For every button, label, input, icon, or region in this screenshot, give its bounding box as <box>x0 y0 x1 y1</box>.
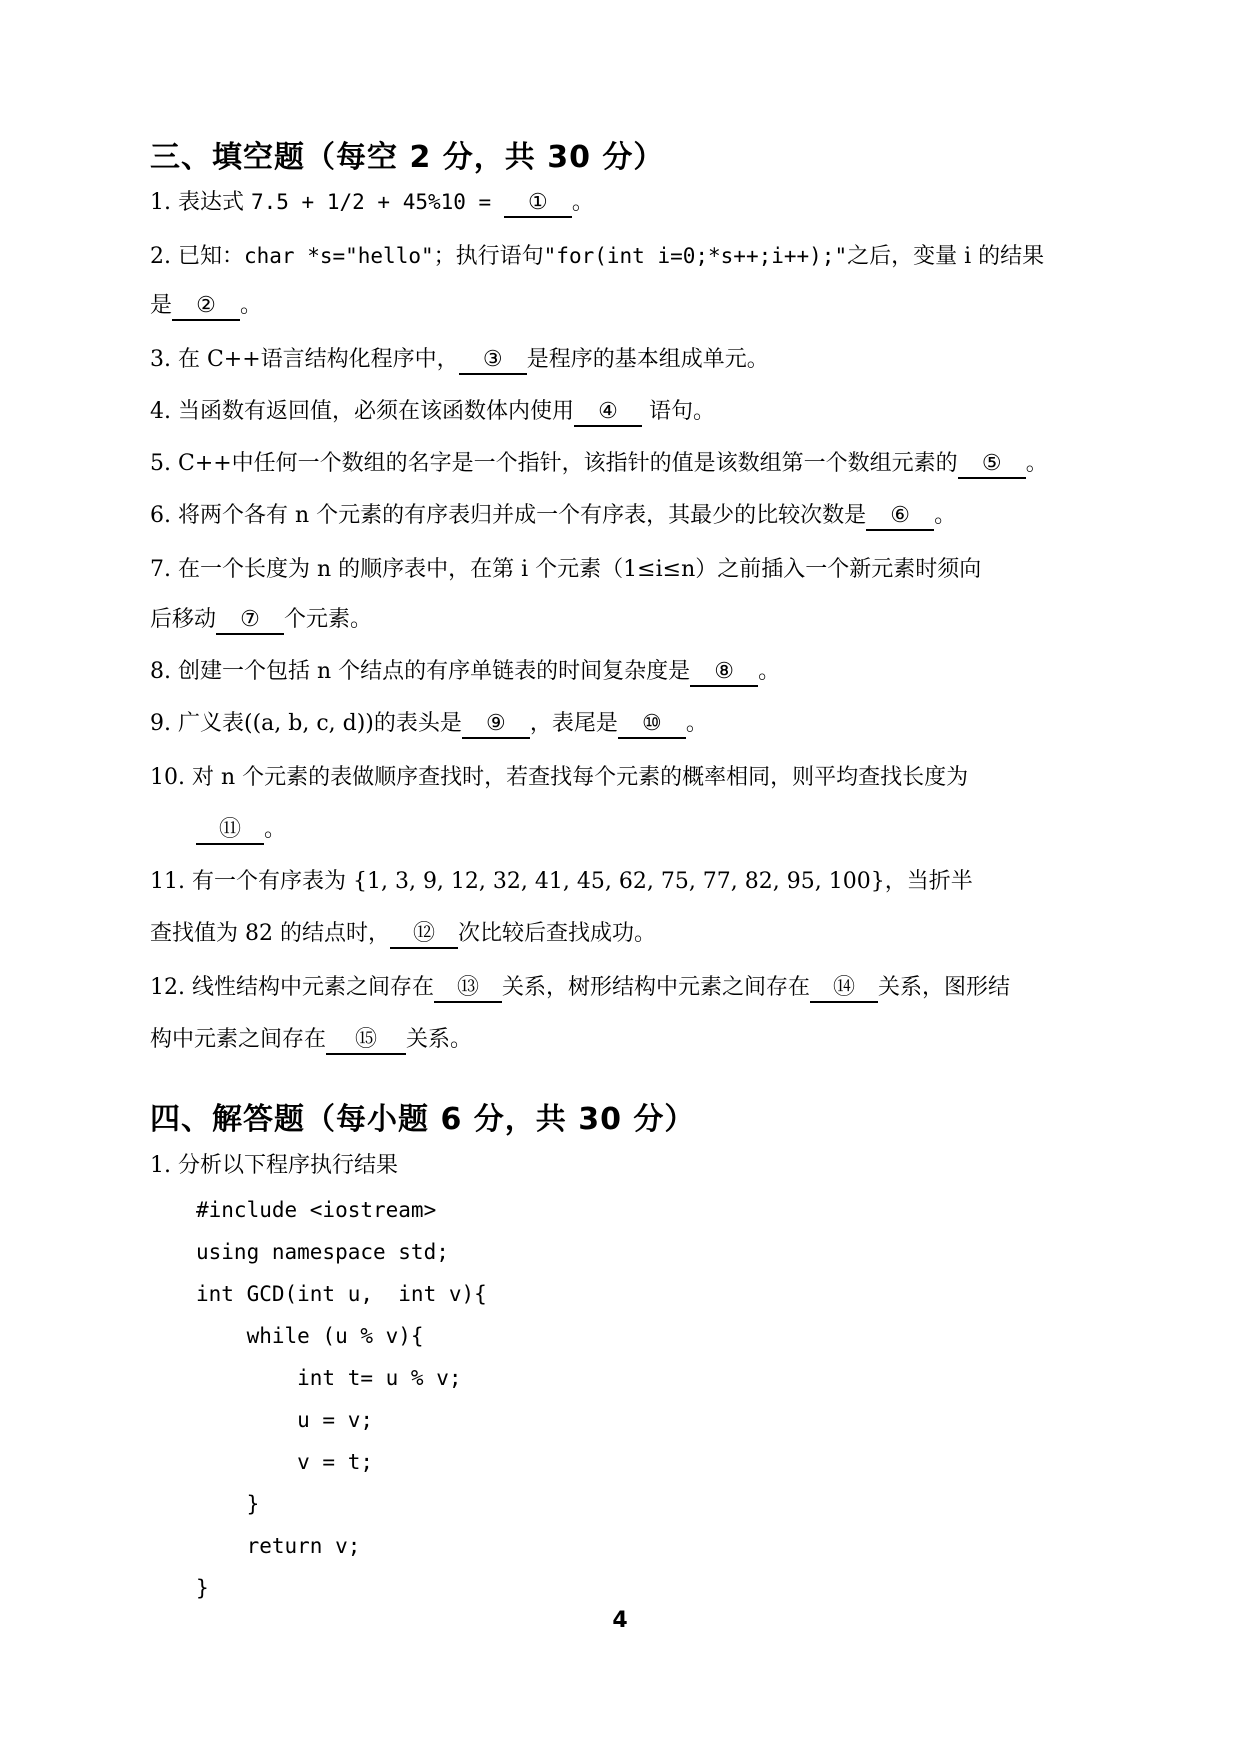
question-3-10-line-1: 10. 对 n 个元素的表做顺序查找时，若查找每个元素的概率相同，则平均查找长度为 <box>150 765 969 790</box>
question-text: 。 <box>758 659 781 684</box>
code-line: int t= u % v; <box>196 1366 462 1390</box>
code-line: int GCD(int u, int v){ <box>196 1282 487 1306</box>
question-3-11-line-2 <box>150 920 656 949</box>
question-text: 关系，图形结 <box>878 975 1011 1000</box>
question-text: 。 <box>1025 451 1048 476</box>
question-text: 2. 已知： <box>150 244 244 269</box>
question-text: 次比较后查找成功。 <box>457 921 656 946</box>
question-text: 。 <box>571 190 594 215</box>
question-3-6 <box>150 502 956 531</box>
answer-blank-8: ⑧ <box>690 659 758 687</box>
code-line: using namespace std; <box>196 1240 449 1264</box>
section-3-title: 三、填空题（每空 2 分，共 30 分） <box>150 140 665 175</box>
answer-blank-14: ⑭ <box>810 975 878 1003</box>
question-3-7-line-1: 7. 在一个长度为 n 的顺序表中，在第 i 个元素（1≤i≤n）之前插入一个新元素时须向 <box>150 557 982 582</box>
question-3-3 <box>150 346 769 375</box>
question-text: 。 <box>934 503 957 528</box>
question-3-12-line-2 <box>150 1026 472 1055</box>
question-text: 。 <box>240 293 263 318</box>
question-text: ，表尾是 <box>529 711 618 736</box>
question-text: 。 <box>685 711 708 736</box>
question-3-9 <box>150 710 708 739</box>
question-3-11-line-1: 11. 有一个有序表为 {1, 3, 9, 12, 32, 41, 45, 62, 75, 77, 82, 95, 100}，当折半 <box>150 869 973 894</box>
code-line: } <box>196 1492 260 1516</box>
code-line: #include <iostream> <box>196 1198 437 1222</box>
answer-blank-4: ④ <box>574 399 642 427</box>
question-text: 之后，变量 i 的结果 <box>847 244 1045 269</box>
question-3-7-line-2 <box>150 606 372 635</box>
code-snippet: char *s="hello" <box>243 244 434 268</box>
question-text: 3. 在 C++语言结构化程序中， <box>150 347 459 372</box>
question-3-8 <box>150 658 780 687</box>
answer-blank-13: ⑬ <box>434 975 502 1003</box>
question-text: 4. 当函数有返回值，必须在该函数体内使用 <box>150 399 574 424</box>
question-text: 语句。 <box>642 399 715 424</box>
question-text: 个元素。 <box>284 607 373 632</box>
answer-blank-6: ⑥ <box>866 503 934 531</box>
question-text: 是 <box>150 293 173 318</box>
question-text: 后移动 <box>150 607 217 632</box>
code-line: return v; <box>196 1534 361 1558</box>
question-3-5 <box>150 450 1048 479</box>
answer-blank-3: ③ <box>459 347 527 375</box>
code-line: } <box>196 1576 209 1600</box>
page-number: 4 <box>612 1608 628 1633</box>
question-text: 5. C++中任何一个数组的名字是一个指针，该指针的值是该数组第一个数组元素的 <box>150 451 958 476</box>
question-3-1 <box>150 188 594 218</box>
answer-blank-9: ⑨ <box>462 711 530 739</box>
section-4-title: 四、解答题（每小题 6 分，共 30 分） <box>150 1102 696 1137</box>
answer-blank-12: ⑫ <box>390 921 458 949</box>
question-text: 6. 将两个各有 n 个元素的有序表归并成一个有序表，其最少的比较次数是 <box>150 503 867 528</box>
answer-blank-2: ② <box>172 293 240 321</box>
answer-blank-10: ⑩ <box>618 711 686 739</box>
answer-blank-11: ⑪ <box>196 817 264 845</box>
answer-blank-15: ⑮ <box>326 1027 406 1055</box>
question-text: 12. 线性结构中元素之间存在 <box>150 975 434 1000</box>
question-3-10-line-2 <box>196 816 286 845</box>
question-3-2-line-2 <box>150 292 262 321</box>
question-text: 构中元素之间存在 <box>150 1027 327 1052</box>
expression-code: 7.5 + 1/2 + 45%10 = <box>250 190 504 214</box>
question-text: 关系。 <box>406 1027 473 1052</box>
question-3-12-line-1 <box>150 974 1010 1003</box>
question-text: 1. 表达式 <box>150 190 251 215</box>
question-3-2-line-1 <box>150 242 1044 271</box>
question-3-4 <box>150 398 715 427</box>
code-snippet: "for(int i=0;*s++;i++);" <box>543 244 848 268</box>
question-text: ；执行语句 <box>433 244 544 269</box>
answer-blank-5: ⑤ <box>958 451 1026 479</box>
question-text: 关系，树形结构中元素之间存在 <box>501 975 810 1000</box>
question-text: 是程序的基本组成单元。 <box>526 347 769 372</box>
question-text: 查找值为 82 的结点时， <box>150 921 390 946</box>
question-text: 。 <box>264 817 287 842</box>
code-line: v = t; <box>196 1450 374 1474</box>
question-text: 9. 广义表((a, b, c, d))的表头是 <box>150 711 462 736</box>
question-4-1-label: 1. 分析以下程序执行结果 <box>150 1153 398 1178</box>
question-text: 8. 创建一个包括 n 个结点的有序单链表的时间复杂度是 <box>150 659 691 684</box>
answer-blank-1: ① <box>504 190 572 218</box>
code-line: while (u % v){ <box>196 1324 424 1348</box>
answer-blank-7: ⑦ <box>216 607 284 635</box>
code-line: u = v; <box>196 1408 374 1432</box>
